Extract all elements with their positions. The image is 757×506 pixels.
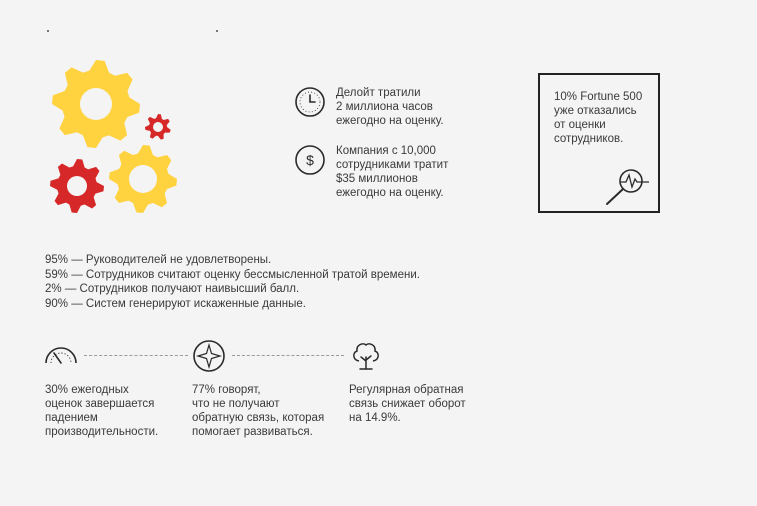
- stat-hours: [294, 86, 444, 128]
- list-item: 2% — Сотрудников получают наивысший балл.: [45, 283, 300, 295]
- gears-illustration: [40, 60, 190, 220]
- magnifier-pulse-icon: [603, 167, 651, 207]
- divider-dashed: [232, 355, 344, 356]
- decor-dot-left: [47, 30, 49, 32]
- list-item: 90% — Систем генерируют искаженные данные.: [45, 297, 306, 310]
- fortune-500-box: [538, 73, 660, 213]
- stat-cost-text: Компания с 10,000 сотрудниками тратит $35 миллионов ежегодно на оценку.: [336, 145, 449, 199]
- bottom-stat-text: 30% ежегодных оценок завершается падением производительности.: [45, 384, 159, 438]
- decor-dot-right: [216, 30, 218, 32]
- red-gear-icon: [50, 159, 104, 213]
- divider-dashed: [84, 355, 188, 356]
- bottom-stat-text: 77% говорят, что не получают обратную связь, которая помогает развиваться.: [192, 384, 325, 438]
- list-item: 95% — Руководителей не удовлетворены.: [45, 254, 272, 266]
- dollar-icon: [294, 144, 326, 176]
- gauge-icon: [44, 339, 78, 373]
- large-yellow-gear-icon: [52, 60, 140, 148]
- list-item: 59% — Сотрудников считают оценку бессмысленной тратой времени.: [45, 268, 420, 281]
- svg-text:$: $: [306, 152, 314, 168]
- stats-list: [45, 253, 420, 311]
- small-red-gear-icon: [145, 114, 171, 140]
- clock-icon: [294, 86, 326, 118]
- fortune-500-text: 10% Fortune 500 уже отказались от оценки сотрудников.: [554, 91, 643, 145]
- stat-cost: [294, 144, 448, 200]
- tree-icon: [349, 339, 383, 373]
- stat-hours-text: Делойт тратили 2 миллиона часов ежегодно на оценку.: [336, 87, 444, 127]
- yellow-gear-icon: [109, 145, 177, 213]
- sparkle-icon: [192, 339, 226, 373]
- bottom-stat-text: Регулярная обратная связь снижает оборот на 14.9%.: [349, 384, 466, 424]
